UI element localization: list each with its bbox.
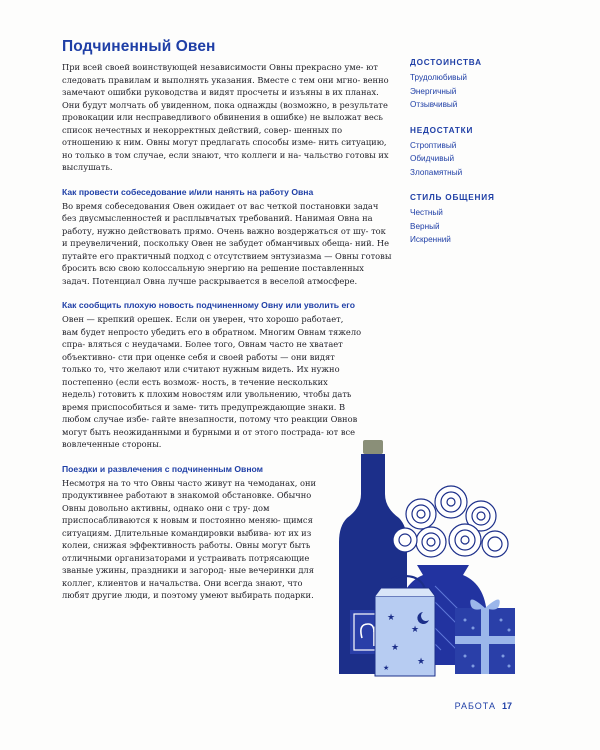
style-group xyxy=(410,193,530,247)
weakness-item: Обидчивый xyxy=(410,154,455,163)
style-heading: СТИЛЬ ОБЩЕНИЯ xyxy=(410,193,495,202)
page-footer xyxy=(455,701,512,711)
section-heading-travel: Поездки и развлечения с подчиненным Овном xyxy=(62,463,264,474)
svg-text:★: ★ xyxy=(387,613,396,623)
weakness-item: Злопамятный xyxy=(410,167,463,177)
svg-text:★: ★ xyxy=(383,664,390,672)
style-item: Верный xyxy=(410,221,440,231)
section-text-bad-news: Овен — крепкий орешек. Если он уверен, что хорошо работает, вам будет непросто убедить его в обратном. Многим Овнам тяжело спра- вляться с неудачами. Более того, Овнам часто не хватает объективно- сти при оценке себя и своей работы — они видят только то, что желают или считают нужным видеть. Их нужно постепенно (если есть возмож- ность, в течение нескольких недель) готовить к плохим новостям или увольнению, чтобы дать время приспособиться и заме- тить предупреждающие знаки. В любом случае избе- гайте внезапности, потому что реакции Овнов могут быть неожиданными и бурными и от этого пострада- ют все вовлеченные стороны. xyxy=(62,314,362,449)
page-number: 17 xyxy=(501,701,512,711)
style-item: Честный xyxy=(410,208,443,217)
strengths-heading: ДОСТОИНСТВА xyxy=(410,58,482,67)
gift-bag-icon xyxy=(375,576,435,676)
svg-text:★: ★ xyxy=(411,625,420,635)
weaknesses-group xyxy=(410,126,530,180)
section-text-interview: Во время собеседования Овен ожидает от вас четкой постановки задач без двусмысленностей и расплывчатых требований. Нанимая Овна на работу, нужно действовать прямо. Очень важно воздержаться от шу- ток и преувеличений, поскольку Овен не забудет обманчивых обеща- ний. Не путайте его практичный подход с отсутствием энтузиазма — Овны готовы бросить всю свою колоссальную энергию на решение поставленных задач. Потенциал Овна лучше раскрывается в веселой атмосфере. xyxy=(62,200,392,286)
gifts-illustration xyxy=(325,440,530,680)
intro-paragraph: При всей своей воинствующей независимости Овны прекрасно уме- ют следовать правилам и выполнять указания. Вместе с тем они мгно- венно замечают ошибки руководства и видят просчеты и изъяны в их планах. Они будут молчать об увиденном, пока однажды (возможно, в результате провокации или несправедливого обвинения в ошибке) не выложат весь список нечестных и некорректных действий, совер- шенных по отношению к ним. Овны могут предлагать способы изме- нить ситуацию, но только в том случае, если знают, что коллеги и на- чальство готовы их выслушать. xyxy=(62,62,389,172)
style-item: Искренний xyxy=(410,235,451,244)
svg-text:★: ★ xyxy=(417,657,426,667)
traits-sidebar xyxy=(410,58,530,261)
weaknesses-heading: НЕДОСТАТКИ xyxy=(410,125,474,135)
section-heading-interview: Как провести собеседование и/или нанять на работу Овна xyxy=(62,186,314,197)
page-title: Подчиненный Овен xyxy=(62,38,216,55)
weakness-item: Строптивый xyxy=(410,140,457,150)
gift-box-icon xyxy=(455,599,515,674)
section-text-travel: Несмотря на то что Овны часто живут на чемоданах, они продуктивнее работают в знакомой обстановке. Обычно Овны довольно активны, однако они с тру- дом приспосабливаются к новым и постоянно меняю- щимся ситуациям. Длительные командировки выбива- ют их из колеи, снижая эффективность работы. Овны могут быть отличными организаторами и устраивать потрясающие званые ужины, праздники и загород- ные вечеринки для коллег, клиентов и начальства. Они всегда знают, что любят другие люди, и поэтому умеют выбирать подарки. xyxy=(62,477,317,600)
strength-item: Отзывчивый xyxy=(410,100,458,109)
strength-item: Трудолюбивый xyxy=(410,73,467,82)
svg-text:★: ★ xyxy=(391,643,400,653)
strengths-group xyxy=(410,58,530,112)
section-heading-bad-news: Как сообщить плохую новость подчиненному Овну или уволить его xyxy=(62,300,355,310)
strength-item: Энергичный xyxy=(410,86,457,96)
flower-bouquet-icon xyxy=(393,486,508,557)
footer-section-label: РАБОТА xyxy=(454,701,496,711)
